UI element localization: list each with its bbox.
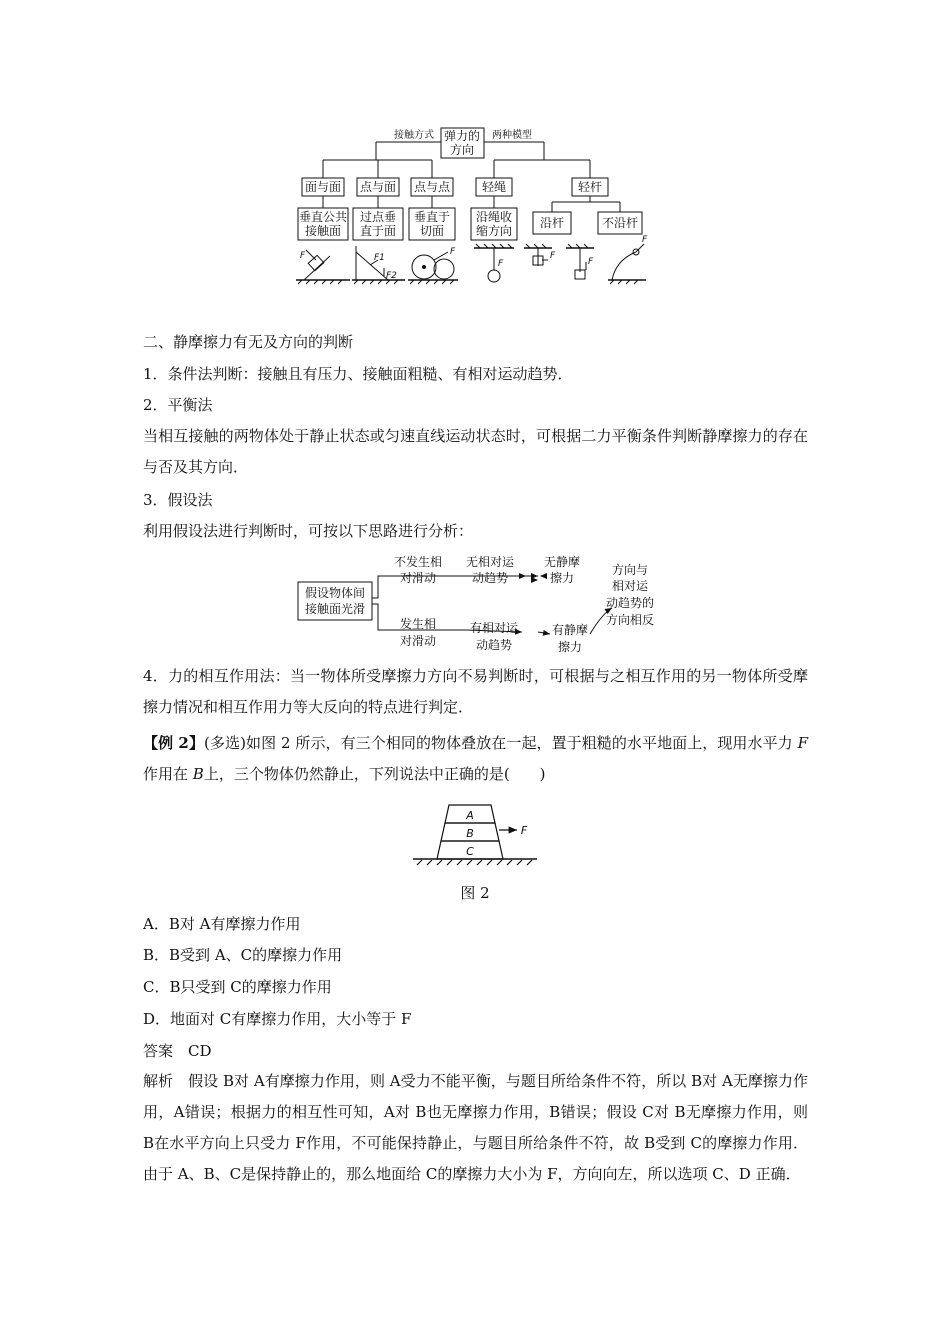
item-2-text: 当相互接触的两物体处于静止状态或匀速直线运动状态时，可根据二力平衡条件判断静摩擦力的存在与否及其方向． bbox=[143, 427, 808, 476]
top-step3-line1: 无静摩 bbox=[543, 555, 581, 569]
example-tag: 【例 2】 bbox=[143, 734, 205, 752]
bottom-step1-line2: 对滑动 bbox=[399, 634, 437, 648]
right-branch-label: 两种模型 bbox=[492, 130, 532, 141]
force-label-5: F bbox=[550, 251, 556, 261]
rule-3-line1: 垂直于 bbox=[413, 210, 451, 224]
example-text-c: 上，三个物体仍然静止，下列说法中正确的是( ) bbox=[203, 765, 546, 783]
item-3-heading: 3．假设法 bbox=[143, 491, 213, 509]
contact-face-face: 面与面 bbox=[304, 180, 342, 194]
item-4-text: 4．力的相互作用法：当一物体所受摩擦力方向不易判断时，可根据与之相互作用的另一物体所受摩擦力情况和相互作用力等大反向的特点进行判定． bbox=[143, 667, 808, 716]
item-2-heading: 2．平衡法 bbox=[143, 396, 213, 414]
option-c: C．B只受到 C的摩擦力作用 bbox=[143, 978, 332, 996]
top-step2-line2: 动趋势 bbox=[471, 571, 509, 585]
top-step1-line1: 不发生相 bbox=[393, 555, 443, 569]
top-step1-line2: 对滑动 bbox=[399, 571, 437, 585]
assume-start-line1: 假设物体间 bbox=[304, 586, 366, 600]
force-f-label: F bbox=[520, 824, 528, 837]
bottom-step1-line1: 发生相 bbox=[399, 617, 437, 631]
model-rod: 轻杆 bbox=[577, 180, 603, 194]
item-1: 1．条件法判断：接触且有压力、接触面粗糙、有相对运动趋势． bbox=[143, 365, 573, 383]
option-d: D．地面对 C有摩擦力作用，大小等于 F bbox=[143, 1010, 412, 1028]
elastic-force-diagram bbox=[290, 120, 660, 292]
section-title: 二、静摩擦力有无及方向的判断 bbox=[143, 333, 354, 351]
top-step2-line1: 无相对运 bbox=[465, 555, 515, 569]
figure-2-stacked-blocks bbox=[405, 795, 545, 875]
top-step3-line2: 擦力 bbox=[549, 571, 575, 585]
block-c-label: C bbox=[466, 845, 474, 858]
example-question bbox=[143, 728, 808, 790]
force-label-f2: F2 bbox=[386, 271, 397, 281]
force-label-7: F bbox=[642, 235, 648, 245]
model-rope: 轻绳 bbox=[481, 180, 507, 194]
item-3-text: 利用假设法进行判断时，可按以下思路进行分析： bbox=[143, 522, 474, 540]
assume-start-line2: 接触面光滑 bbox=[304, 602, 366, 616]
option-b: B．B受到 A、C的摩擦力作用 bbox=[143, 946, 343, 964]
rule-2-line2: 直于面 bbox=[359, 224, 397, 238]
bottom-step2-line1: 有相对运 bbox=[469, 621, 519, 635]
root-line1: 弹力的 bbox=[443, 129, 481, 143]
result-line4: 方向相反 bbox=[605, 613, 655, 627]
rope-rule-line1: 沿绳收 bbox=[475, 210, 513, 224]
force-label-4: F bbox=[498, 259, 504, 269]
rule-1-line1: 垂直公共 bbox=[298, 210, 348, 224]
block-a-label: A bbox=[466, 809, 474, 822]
example-text-a: (多选)如图 2 所示，有三个相同的物体叠放在一起，置于粗糙的水平地面上，现用水平力 bbox=[204, 734, 798, 752]
force-label-6: F bbox=[588, 257, 594, 267]
analysis: 解析 假设 B对 A有摩擦力作用，则 A受力不能平衡，与题目所给条件不符，所以 B对 A无摩擦力作用，A错误；根据力的相互性可知，A对 B也无摩擦力作用，B错误；假设 C对 B无摩擦力作用，则 B在水平方向上只受力 F作用，不可能保持静止，与题目所给条件不符，故 B受到 C的摩擦力作用．由于 A、B、C是保持静止的，那么地面给 C的摩擦力大小为 F，方向向左，所以选项 C、D 正确． bbox=[143, 1072, 808, 1183]
left-branch-label: 接触方式 bbox=[394, 130, 434, 141]
bottom-step2-line2: 动趋势 bbox=[475, 638, 513, 652]
force-label-1: F bbox=[300, 251, 306, 261]
rule-2-line1: 过点垂 bbox=[359, 210, 397, 224]
force-label-3: F bbox=[450, 247, 456, 257]
example-block-b: B bbox=[192, 765, 204, 783]
example-text-b: 作用在 bbox=[143, 765, 193, 783]
bottom-step3-line2: 擦力 bbox=[557, 640, 583, 654]
result-line3: 动趋势的 bbox=[605, 596, 655, 610]
option-a: A．B对 A有摩擦力作用 bbox=[143, 915, 301, 933]
figure-2-caption: 图 2 bbox=[460, 884, 490, 902]
contact-point-point: 点与点 bbox=[413, 180, 451, 194]
rule-3-line2: 切面 bbox=[419, 224, 445, 238]
force-label-f1: F1 bbox=[374, 253, 385, 263]
answer: 答案 CD bbox=[143, 1042, 212, 1060]
rope-rule-line2: 缩方向 bbox=[475, 224, 513, 238]
result-line1: 方向与 bbox=[611, 563, 649, 577]
rod-rule-along: 沿杆 bbox=[539, 216, 565, 230]
assumption-flowchart bbox=[290, 550, 670, 660]
rule-1-line2: 接触面 bbox=[304, 224, 342, 238]
result-line2: 相对运 bbox=[611, 579, 649, 593]
rod-rule-not-along: 不沿杆 bbox=[601, 216, 639, 230]
bottom-step3-line1: 有静摩 bbox=[551, 623, 589, 637]
contact-point-face: 点与面 bbox=[359, 180, 397, 194]
root-line2: 方向 bbox=[449, 143, 475, 157]
block-b-label: B bbox=[466, 827, 474, 840]
example-force-symbol: F bbox=[797, 734, 808, 752]
